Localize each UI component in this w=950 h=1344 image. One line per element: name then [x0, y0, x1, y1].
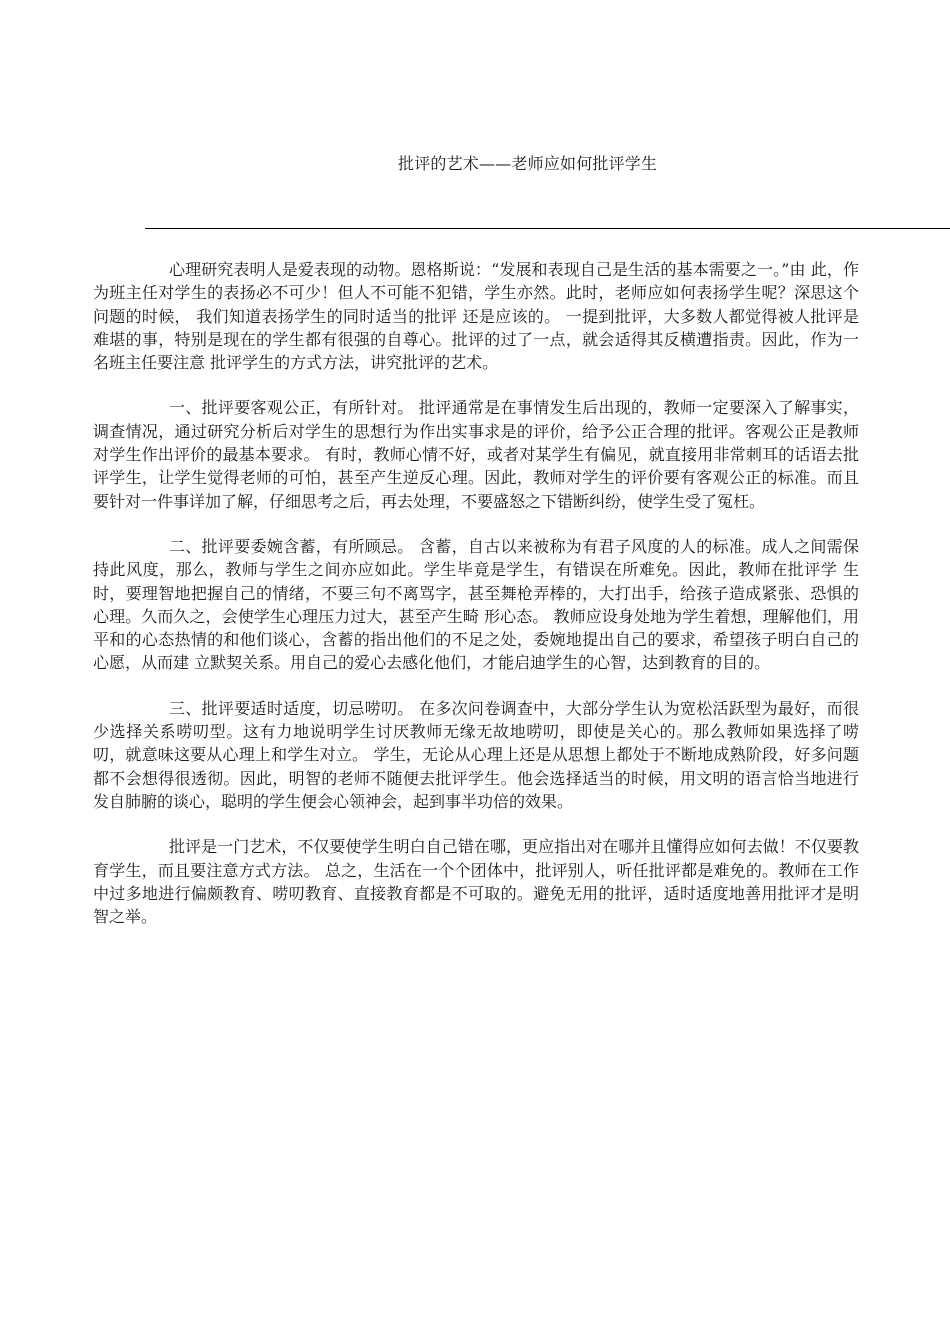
paragraph-intro: 心理研究表明人是爱表现的动物。恩格斯说：“发展和表现自己是生活的基本需要之一。”由 此，作为班主任对学生的表扬必不可少！但人不可能不犯错，学生亦然。此时，老师应如何表扬学生呢？深思这个问题的时候， 我们知道表扬学生的同时适当的批评 还是应该的。 一提到批评，大多数人都觉得被人批评是难堪的事，特别是现在的学生都有很强的自尊心。批评的过了一点，就会适得其反横遭指责。因此，作为一名班主任要注意 批评学生的方式方法，讲究批评的艺术。	[93, 260, 859, 373]
document-title: 批评的艺术——老师应如何批评学生	[398, 154, 658, 173]
document-body	[93, 258, 859, 950]
paragraph-section-1: 一、批评要客观公正，有所针对。 批评通常是在事情发生后出现的，教师一定要深入了解事实，调查情况，通过研究分析后对学生的思想行为作出实事求是的评价，给予公正合理的批评。客观公正是教师对学生作出评价的最基本要求。 有时，教师心情不好，或者对某学生有偏见，就直接用非常刺耳的话语去批评学生，让学生觉得老师的可怕，甚至产生逆反心理。因此，教师对学生的评价要有客观公正的标准。而且要针对一件事详加了解，仔细思考之后，再去处理，不要盛怒之下错断纠纷，使学生受了冤枉。	[93, 398, 859, 511]
title-divider	[145, 228, 950, 229]
paragraph-section-3: 三、批评要适时适度，切忌唠叨。 在多次问卷调查中，大部分学生认为宽松活跃型为最好，而很少选择关系唠叨型。这有力地说明学生讨厌教师无缘无故地唠叨，即使是关心的。那么教师如果选择了唠叨，就意味这要从心理上和学生对立。 学生，无论从心理上还是从思想上都处于不断地成熟阶段，好多问题都不会想得很透彻。因此，明智的老师不随便去批评学生。他会选择适当的时候，用文明的语言恰当地进行发自肺腑的谈心，聪明的学生便会心领神会，起到事半功倍的效果。	[93, 698, 859, 811]
paragraph-section-2: 二、批评要委婉含蓄，有所顾忌。 含蓄，自古以来被称为有君子风度的人的标准。成人之间需保持此风度，那么，教师与学生之间亦应如此。学生毕竟是学生，有错误在所难免。因此，教师在批评学 生时，要理智地把握自己的情绪，不要三句不离骂字，甚至舞枪弄棒的，大打出手，给孩子造成紧张、恐惧的心理。久而久之，会使学生心理压力过大，甚至产生畸 形心态。 教师应设身处地为学生着想，理解他们，用平和的心态热情的和他们谈心，含蓄的指出他们的不足之处，委婉地提出自己的要求，希望孩子明白自己的心愿，从而建 立默契关系。用自己的爱心去感化他们，才能启迪学生的心智，达到教育的目的。	[93, 536, 859, 673]
paragraph-conclusion: 批评是一门艺术，不仅要使学生明白自己错在哪，更应指出对在哪并且懂得应如何去做！不仅要教育学生，而且要注意方式方法。 总之，生活在一个个团体中，批评别人，听任批评都是难免的。教师在工作中过多地进行偏颇教育、唠叨教育、直接教育都是不可取的。避免无用的批评，适时适度地善用批评才是明智之举。	[93, 837, 859, 927]
